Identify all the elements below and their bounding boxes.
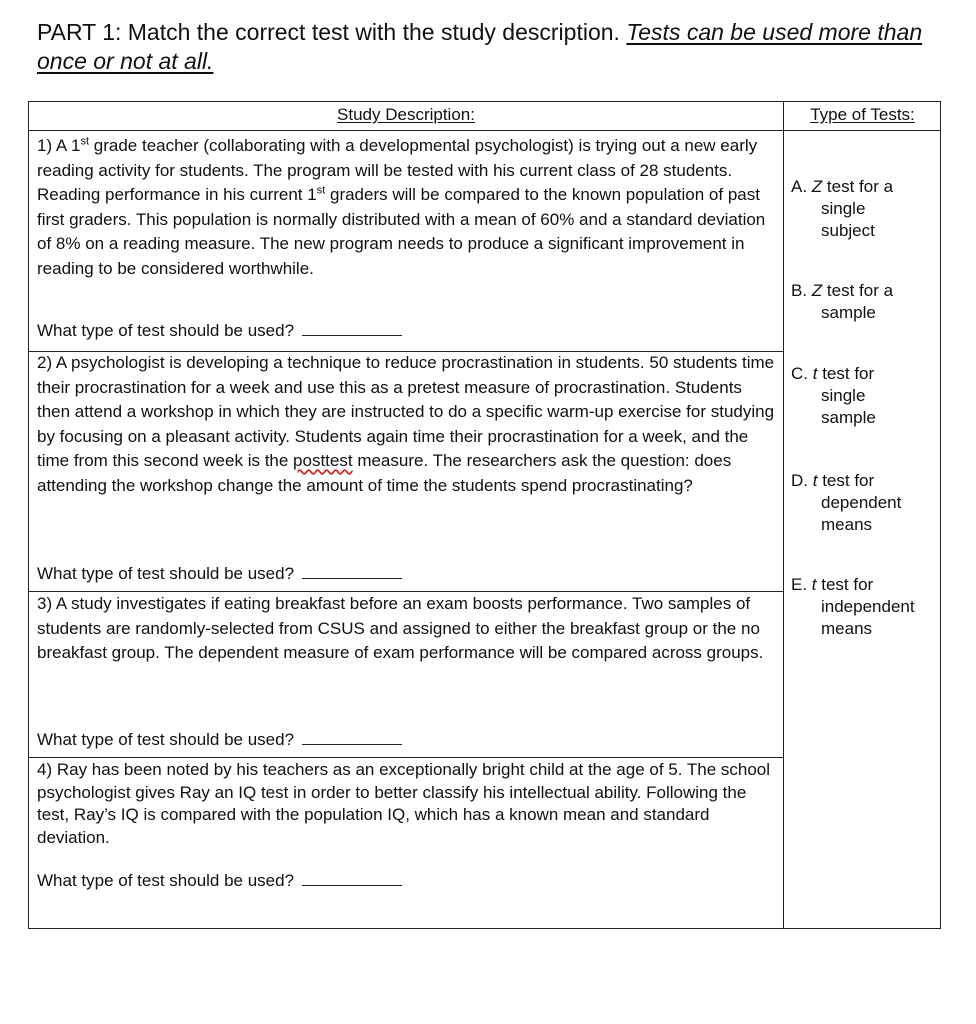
study-description-header: Study Description: — [337, 105, 475, 124]
header-divider — [29, 130, 940, 131]
heading-text: PART 1: Match the correct test with the study description. — [37, 19, 627, 45]
study-2-answer-blank[interactable] — [302, 564, 402, 579]
study-3-text: 3) A study investigates if eating breakfast before an exam boosts performance. Two samples of students are randomly-selected from CSUS and assigned to either the breakfast group or the no breakfast group. The dependent measure of exam performance will be compared across groups. — [37, 594, 764, 662]
study-1-text: 1) A 1st grade teacher (collaborating with a developmental psychologist) is trying out a new early reading activity for students. The program will be tested with his current class of 28 students. Reading performance in his current 1st graders will be compared to the known population of past first graders. This population is normally distributed with a mean of 60% and a standard deviation of 8% on a reading measure. The new program needs to produce a significant improvement in reading to be considered worthwhile. — [37, 135, 766, 278]
study-4-answer-blank[interactable] — [302, 871, 402, 886]
study-1-question: What type of test should be used? — [37, 321, 402, 341]
study-1-answer-blank[interactable] — [302, 321, 402, 336]
heading-emphasis: Tests can be used more than once or not at all. — [37, 19, 923, 74]
page-heading — [37, 18, 937, 76]
test-option-b: B. Z test for a sample — [791, 281, 894, 322]
type-of-tests-header: Type of Tests: — [810, 105, 915, 124]
test-option-d: D. t test for dependent means — [791, 471, 902, 534]
study-3-answer-blank[interactable] — [302, 730, 402, 745]
study-2-text: 2) A psychologist is developing a technique to reduce procrastination in students. 50 students time their procrastination for a week and use this as a pretest measure of procrastination. Students then attend a workshop in which they are instructed to do a specific warm-up exercise for studying by focusing on a pleasant activity. Students again time their procrastination for a week, and the time from this second week is the posttest measure. The researchers ask the question: does attending the workshop change the amount of time the students spend procrastinating? — [37, 353, 775, 495]
row-divider-3 — [29, 757, 783, 758]
study-2-question: What type of test should be used? — [37, 564, 402, 584]
test-option-e: E. t test for independent means — [791, 575, 915, 638]
test-option-a: A. Z test for a single subject — [791, 177, 894, 240]
spellcheck-word: posttest — [293, 451, 353, 470]
study-4-text: 4) Ray has been noted by his teachers as an exceptionally bright child at the age of 5. The school psychologist gives Ray an IQ test in order to better classify his intellectual ability. Following the test, Ray’s IQ is compared with the population IQ, which has a known mean and standard deviation. — [37, 760, 771, 847]
study-4-question: What type of test should be used? — [37, 871, 402, 891]
matching-table — [28, 101, 941, 929]
study-3-question: What type of test should be used? — [37, 730, 402, 750]
test-option-c: C. t test for single sample — [791, 364, 876, 427]
column-divider — [783, 102, 784, 928]
